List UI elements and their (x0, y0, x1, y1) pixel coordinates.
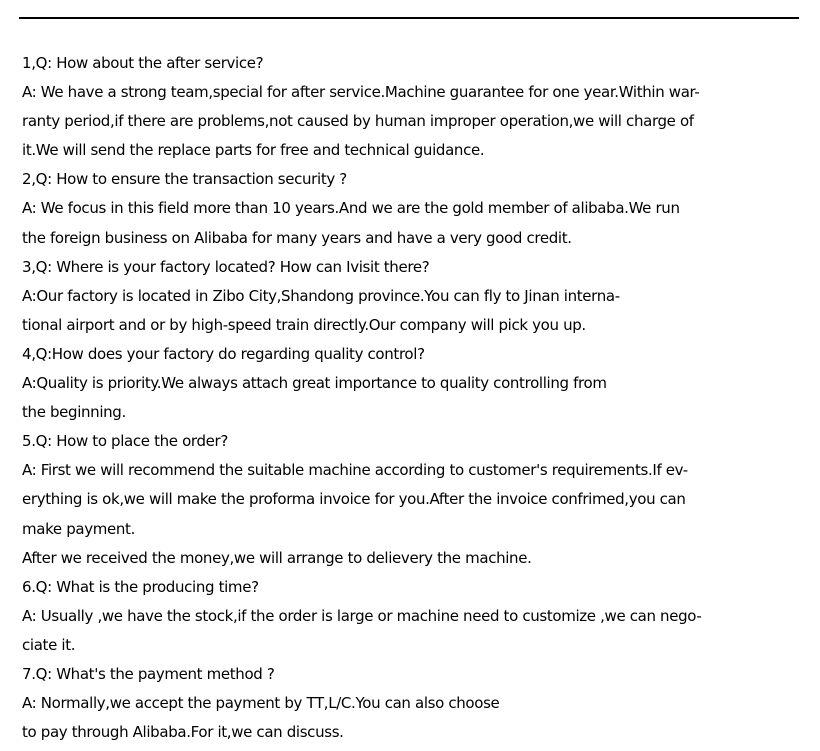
faq-line: A: First we will recommend the suitable machine according to customer's requirements.If ev- (22, 461, 688, 480)
top-divider (19, 17, 799, 19)
faq-line: it.We will send the replace parts for free and technical guidance. (22, 141, 485, 160)
faq-line: 3,Q: Where is your factory located? How can Ivisit there? (22, 257, 430, 276)
faq-line: the beginning. (22, 403, 126, 422)
faq-line: 1,Q: How about the after service? (22, 54, 264, 72)
faq-line: A:Our factory is located in Zibo City,Shandong province.You can fly to Jinan interna- (22, 286, 620, 305)
faq-line: ciate it. (22, 635, 76, 654)
faq-line: erything is ok,we will make the proforma invoice for you.After the invoice confrimed,you can (22, 490, 686, 509)
faq-line: After we received the money,we will arrange to delievery the machine. (22, 548, 532, 567)
faq-line: A: We have a strong team,special for after service.Machine guarantee for one year.Within war- (22, 83, 700, 102)
faq-line: A: Normally,we accept the payment by TT,L/C.You can also choose (22, 694, 500, 713)
faq-line: A: Usually ,we have the stock,if the order is large or machine need to customize ,we can nego- (22, 606, 702, 625)
faq-line: 5.Q: How to place the order? (22, 432, 228, 451)
faq-line: 4,Q:How does your factory do regarding quality control? (22, 344, 425, 363)
faq-line: 7.Q: What's the payment method ? (22, 664, 275, 683)
faq-line: make payment. (22, 519, 135, 538)
faq-line: ranty period,if there are problems,not caused by human improper operation,we will charge of (22, 112, 694, 131)
faq-line: the foreign business on Alibaba for many years and have a very good credit. (22, 228, 572, 247)
faq-line: 6.Q: What is the producing time? (22, 577, 259, 596)
faq-line: A:Quality is priority.We always attach great importance to quality controlling from (22, 374, 607, 393)
faq-line: tional airport and or by high-speed train directly.Our company will pick you up. (22, 315, 586, 334)
faq-line: to pay through Alibaba.For it,we can discuss. (22, 723, 344, 742)
faq-line: 2,Q: How to ensure the transaction security ? (22, 170, 347, 189)
faq-section (22, 49, 812, 747)
faq-line: A: We focus in this field more than 10 years.And we are the gold member of alibaba.We run (22, 199, 680, 218)
